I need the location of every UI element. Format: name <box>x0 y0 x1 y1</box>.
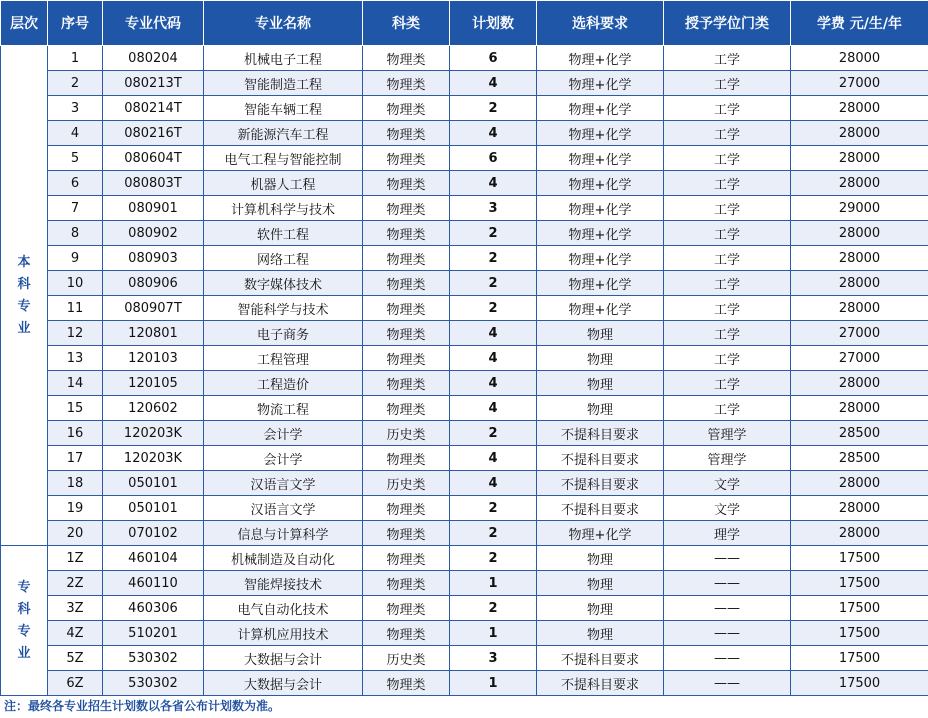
plan-count-cell: 2 <box>450 421 537 446</box>
row-index-cell: 20 <box>48 521 103 546</box>
major-name-cell: 汉语言文学 <box>204 471 363 496</box>
plan-count-cell: 4 <box>450 471 537 496</box>
table-row <box>1 196 928 221</box>
tuition-cell: 27000 <box>791 71 928 96</box>
column-header: 专业名称 <box>204 1 363 46</box>
footnote: 注：最终各专业招生计划数以各省公布计划数为准。 <box>4 699 281 713</box>
plan-count-cell: 4 <box>450 321 537 346</box>
level-char: 业 <box>17 320 31 336</box>
major-name-cell: 软件工程 <box>204 221 363 246</box>
subject-requirement-cell: 物理+化学 <box>537 196 664 221</box>
level-char: 科 <box>17 276 31 292</box>
tuition-cell: 28000 <box>791 471 928 496</box>
table-row <box>1 96 928 121</box>
row-index-cell: 14 <box>48 371 103 396</box>
degree-category-cell: 管理学 <box>664 421 791 446</box>
major-code-cell: 120602 <box>103 396 204 421</box>
plan-count-cell: 4 <box>450 346 537 371</box>
major-code-cell: 460306 <box>103 596 204 621</box>
subject-category-cell: 物理类 <box>363 296 450 321</box>
row-index-cell: 10 <box>48 271 103 296</box>
major-code-cell: 080903 <box>103 246 204 271</box>
tuition-cell: 28500 <box>791 446 928 471</box>
table-row <box>1 121 928 146</box>
table-row <box>1 521 928 546</box>
degree-category-cell: 理学 <box>664 521 791 546</box>
table-row <box>1 496 928 521</box>
major-code-cell: 080906 <box>103 271 204 296</box>
major-code-cell: 120203K <box>103 421 204 446</box>
subject-requirement-cell: 物理+化学 <box>537 171 664 196</box>
degree-category-cell: —— <box>664 571 791 596</box>
row-index-cell: 3 <box>48 96 103 121</box>
degree-category-cell: 工学 <box>664 196 791 221</box>
major-code-cell: 080216T <box>103 121 204 146</box>
row-index-cell: 5 <box>48 146 103 171</box>
row-index-cell: 3Z <box>48 596 103 621</box>
tuition-cell: 28000 <box>791 171 928 196</box>
plan-count-cell: 4 <box>450 446 537 471</box>
tuition-cell: 28000 <box>791 246 928 271</box>
major-code-cell: 070102 <box>103 521 204 546</box>
plan-count-cell: 2 <box>450 246 537 271</box>
plan-count-cell: 4 <box>450 396 537 421</box>
column-header: 计划数 <box>450 1 537 46</box>
table-header-row <box>1 1 928 46</box>
major-name-cell: 计算机应用技术 <box>204 621 363 646</box>
subject-category-cell: 物理类 <box>363 521 450 546</box>
plan-count-cell: 2 <box>450 96 537 121</box>
tuition-cell: 28000 <box>791 496 928 521</box>
major-code-cell: 460104 <box>103 546 204 571</box>
row-index-cell: 17 <box>48 446 103 471</box>
subject-requirement-cell: 物理+化学 <box>537 71 664 96</box>
subject-category-cell: 物理类 <box>363 246 450 271</box>
row-index-cell: 8 <box>48 221 103 246</box>
tuition-cell: 17500 <box>791 646 928 671</box>
table-row <box>1 271 928 296</box>
major-name-cell: 会计学 <box>204 421 363 446</box>
degree-category-cell: 工学 <box>664 346 791 371</box>
plan-count-cell: 2 <box>450 296 537 321</box>
major-code-cell: 530302 <box>103 671 204 696</box>
major-code-cell: 120103 <box>103 346 204 371</box>
plan-count-cell: 3 <box>450 646 537 671</box>
degree-category-cell: 工学 <box>664 146 791 171</box>
plan-count-cell: 1 <box>450 621 537 646</box>
subject-requirement-cell: 物理 <box>537 396 664 421</box>
tuition-cell: 28000 <box>791 271 928 296</box>
row-index-cell: 16 <box>48 421 103 446</box>
table-row <box>1 571 928 596</box>
column-header: 选科要求 <box>537 1 664 46</box>
subject-requirement-cell: 物理+化学 <box>537 221 664 246</box>
major-code-cell: 120105 <box>103 371 204 396</box>
plan-count-cell: 4 <box>450 171 537 196</box>
subject-category-cell: 物理类 <box>363 596 450 621</box>
major-code-cell: 080803T <box>103 171 204 196</box>
subject-category-cell: 物理类 <box>363 371 450 396</box>
major-name-cell: 新能源汽车工程 <box>204 121 363 146</box>
level-char: 专 <box>17 298 31 314</box>
tuition-cell: 28000 <box>791 371 928 396</box>
level-char: 业 <box>17 645 31 661</box>
tuition-cell: 27000 <box>791 346 928 371</box>
degree-category-cell: 工学 <box>664 321 791 346</box>
tuition-cell: 17500 <box>791 571 928 596</box>
level-label <box>1 46 48 546</box>
tuition-cell: 28000 <box>791 46 928 71</box>
level-char: 本 <box>17 254 31 270</box>
degree-category-cell: 工学 <box>664 296 791 321</box>
tuition-cell: 28000 <box>791 96 928 121</box>
row-index-cell: 15 <box>48 396 103 421</box>
column-header: 学费 元/生/年 <box>791 1 928 46</box>
subject-requirement-cell: 不提科目要求 <box>537 421 664 446</box>
tuition-cell: 17500 <box>791 671 928 696</box>
subject-category-cell: 物理类 <box>363 71 450 96</box>
subject-requirement-cell: 不提科目要求 <box>537 646 664 671</box>
table-row <box>1 171 928 196</box>
plan-count-cell: 2 <box>450 271 537 296</box>
row-index-cell: 6 <box>48 171 103 196</box>
major-name-cell: 智能车辆工程 <box>204 96 363 121</box>
table-row <box>1 596 928 621</box>
subject-requirement-cell: 物理+化学 <box>537 246 664 271</box>
tuition-cell: 28000 <box>791 146 928 171</box>
subject-requirement-cell: 不提科目要求 <box>537 446 664 471</box>
subject-requirement-cell: 物理 <box>537 346 664 371</box>
subject-category-cell: 物理类 <box>363 271 450 296</box>
degree-category-cell: —— <box>664 546 791 571</box>
major-name-cell: 网络工程 <box>204 246 363 271</box>
table-row <box>1 646 928 671</box>
subject-category-cell: 历史类 <box>363 471 450 496</box>
degree-category-cell: 管理学 <box>664 446 791 471</box>
tuition-cell: 27000 <box>791 321 928 346</box>
table-row <box>1 371 928 396</box>
subject-requirement-cell: 不提科目要求 <box>537 496 664 521</box>
major-name-cell: 会计学 <box>204 446 363 471</box>
tuition-cell: 28000 <box>791 521 928 546</box>
table-body <box>1 46 928 696</box>
degree-category-cell: —— <box>664 596 791 621</box>
subject-requirement-cell: 物理+化学 <box>537 46 664 71</box>
subject-requirement-cell: 物理 <box>537 596 664 621</box>
tuition-cell: 28000 <box>791 221 928 246</box>
plan-count-cell: 3 <box>450 196 537 221</box>
row-index-cell: 9 <box>48 246 103 271</box>
subject-category-cell: 历史类 <box>363 646 450 671</box>
major-code-cell: 080604T <box>103 146 204 171</box>
major-name-cell: 物流工程 <box>204 396 363 421</box>
level-char: 专 <box>17 623 31 639</box>
subject-category-cell: 物理类 <box>363 496 450 521</box>
row-index-cell: 2Z <box>48 571 103 596</box>
subject-requirement-cell: 物理 <box>537 371 664 396</box>
major-name-cell: 电气自动化技术 <box>204 596 363 621</box>
subject-requirement-cell: 物理+化学 <box>537 521 664 546</box>
subject-category-cell: 物理类 <box>363 396 450 421</box>
subject-requirement-cell: 物理 <box>537 621 664 646</box>
degree-category-cell: 文学 <box>664 496 791 521</box>
plan-count-cell: 4 <box>450 71 537 96</box>
major-name-cell: 大数据与会计 <box>204 646 363 671</box>
plan-count-cell: 1 <box>450 571 537 596</box>
degree-category-cell: 工学 <box>664 371 791 396</box>
subject-category-cell: 物理类 <box>363 96 450 121</box>
plan-count-cell: 6 <box>450 46 537 71</box>
major-name-cell: 信息与计算科学 <box>204 521 363 546</box>
major-name-cell: 智能科学与技术 <box>204 296 363 321</box>
subject-category-cell: 物理类 <box>363 546 450 571</box>
degree-category-cell: 工学 <box>664 46 791 71</box>
major-name-cell: 计算机科学与技术 <box>204 196 363 221</box>
plan-count-cell: 1 <box>450 671 537 696</box>
row-index-cell: 18 <box>48 471 103 496</box>
subject-category-cell: 物理类 <box>363 446 450 471</box>
subject-requirement-cell: 不提科目要求 <box>537 471 664 496</box>
column-header: 层次 <box>1 1 48 46</box>
table-row <box>1 396 928 421</box>
table-row <box>1 146 928 171</box>
major-name-cell: 工程管理 <box>204 346 363 371</box>
major-name-cell: 智能制造工程 <box>204 71 363 96</box>
degree-category-cell: —— <box>664 621 791 646</box>
row-index-cell: 6Z <box>48 671 103 696</box>
subject-requirement-cell: 物理+化学 <box>537 146 664 171</box>
major-code-cell: 460110 <box>103 571 204 596</box>
column-header: 序号 <box>48 1 103 46</box>
subject-category-cell: 物理类 <box>363 346 450 371</box>
tuition-cell: 28500 <box>791 421 928 446</box>
major-code-cell: 530302 <box>103 646 204 671</box>
tuition-cell: 28000 <box>791 396 928 421</box>
table-row <box>1 671 928 696</box>
plan-count-cell: 2 <box>450 546 537 571</box>
plan-count-cell: 2 <box>450 496 537 521</box>
subject-requirement-cell: 物理+化学 <box>537 296 664 321</box>
degree-category-cell: 工学 <box>664 121 791 146</box>
tuition-cell: 29000 <box>791 196 928 221</box>
major-name-cell: 机械电子工程 <box>204 46 363 71</box>
tuition-cell: 28000 <box>791 121 928 146</box>
row-index-cell: 1Z <box>48 546 103 571</box>
plan-count-cell: 4 <box>450 121 537 146</box>
major-name-cell: 电子商务 <box>204 321 363 346</box>
major-name-cell: 数字媒体技术 <box>204 271 363 296</box>
major-code-cell: 080901 <box>103 196 204 221</box>
row-index-cell: 4 <box>48 121 103 146</box>
table-row <box>1 346 928 371</box>
subject-requirement-cell: 不提科目要求 <box>537 671 664 696</box>
subject-requirement-cell: 物理 <box>537 321 664 346</box>
degree-category-cell: —— <box>664 646 791 671</box>
tuition-cell: 17500 <box>791 596 928 621</box>
degree-category-cell: 工学 <box>664 221 791 246</box>
plan-count-cell: 6 <box>450 146 537 171</box>
major-name-cell: 机械制造及自动化 <box>204 546 363 571</box>
row-index-cell: 19 <box>48 496 103 521</box>
major-code-cell: 120203K <box>103 446 204 471</box>
subject-category-cell: 物理类 <box>363 146 450 171</box>
major-code-cell: 080907T <box>103 296 204 321</box>
table-row <box>1 221 928 246</box>
plan-count-cell: 2 <box>450 521 537 546</box>
subject-requirement-cell: 物理+化学 <box>537 121 664 146</box>
major-code-cell: 080204 <box>103 46 204 71</box>
level-char: 专 <box>17 579 31 595</box>
major-name-cell: 汉语言文学 <box>204 496 363 521</box>
table-row <box>1 621 928 646</box>
subject-requirement-cell: 物理 <box>537 546 664 571</box>
table-row <box>1 46 928 71</box>
subject-category-cell: 物理类 <box>363 121 450 146</box>
major-code-cell: 050101 <box>103 496 204 521</box>
subject-category-cell: 物理类 <box>363 46 450 71</box>
major-name-cell: 电气工程与智能控制 <box>204 146 363 171</box>
subject-category-cell: 物理类 <box>363 621 450 646</box>
plan-count-cell: 2 <box>450 596 537 621</box>
subject-category-cell: 物理类 <box>363 571 450 596</box>
major-code-cell: 080902 <box>103 221 204 246</box>
table-row <box>1 246 928 271</box>
major-code-cell: 050101 <box>103 471 204 496</box>
major-code-cell: 080214T <box>103 96 204 121</box>
degree-category-cell: —— <box>664 671 791 696</box>
table-row <box>1 446 928 471</box>
row-index-cell: 4Z <box>48 621 103 646</box>
table-row <box>1 546 928 571</box>
subject-category-cell: 物理类 <box>363 171 450 196</box>
major-code-cell: 510201 <box>103 621 204 646</box>
row-index-cell: 1 <box>48 46 103 71</box>
degree-category-cell: 工学 <box>664 246 791 271</box>
degree-category-cell: 工学 <box>664 396 791 421</box>
degree-category-cell: 工学 <box>664 96 791 121</box>
table-row <box>1 421 928 446</box>
tuition-cell: 17500 <box>791 621 928 646</box>
table-row <box>1 471 928 496</box>
plan-count-cell: 2 <box>450 221 537 246</box>
subject-requirement-cell: 物理+化学 <box>537 96 664 121</box>
table-row <box>1 296 928 321</box>
major-code-cell: 120801 <box>103 321 204 346</box>
degree-category-cell: 工学 <box>664 171 791 196</box>
tuition-cell: 17500 <box>791 546 928 571</box>
degree-category-cell: 工学 <box>664 71 791 96</box>
table-row <box>1 71 928 96</box>
row-index-cell: 13 <box>48 346 103 371</box>
column-header: 科类 <box>363 1 450 46</box>
row-index-cell: 2 <box>48 71 103 96</box>
table-row <box>1 321 928 346</box>
subject-category-cell: 物理类 <box>363 321 450 346</box>
major-name-cell: 机器人工程 <box>204 171 363 196</box>
major-name-cell: 工程造价 <box>204 371 363 396</box>
row-index-cell: 7 <box>48 196 103 221</box>
row-index-cell: 11 <box>48 296 103 321</box>
tuition-cell: 28000 <box>791 296 928 321</box>
major-name-cell: 智能焊接技术 <box>204 571 363 596</box>
subject-requirement-cell: 物理+化学 <box>537 271 664 296</box>
level-label <box>1 546 48 696</box>
row-index-cell: 5Z <box>48 646 103 671</box>
row-index-cell: 12 <box>48 321 103 346</box>
subject-requirement-cell: 物理 <box>537 571 664 596</box>
subject-category-cell: 物理类 <box>363 196 450 221</box>
major-name-cell: 大数据与会计 <box>204 671 363 696</box>
subject-category-cell: 物理类 <box>363 671 450 696</box>
plan-count-cell: 4 <box>450 371 537 396</box>
column-header: 专业代码 <box>103 1 204 46</box>
subject-category-cell: 物理类 <box>363 221 450 246</box>
subject-category-cell: 历史类 <box>363 421 450 446</box>
degree-category-cell: 工学 <box>664 271 791 296</box>
level-char: 科 <box>17 601 31 617</box>
degree-category-cell: 文学 <box>664 471 791 496</box>
major-code-cell: 080213T <box>103 71 204 96</box>
column-header: 授予学位门类 <box>664 1 791 46</box>
